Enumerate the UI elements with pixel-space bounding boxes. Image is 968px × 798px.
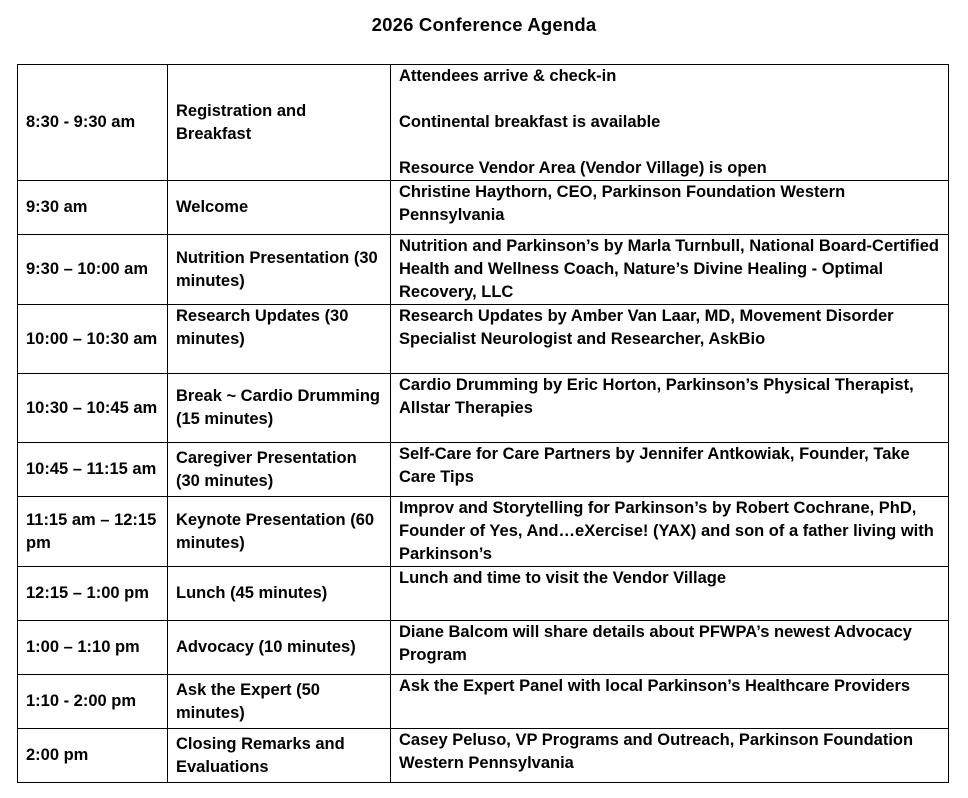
description-cell: Lunch and time to visit the Vendor Village — [391, 567, 949, 621]
agenda-row — [18, 497, 949, 567]
time-cell: 2:00 pm — [18, 729, 168, 783]
session-cell: Welcome — [168, 181, 391, 235]
description-cell: Ask the Expert Panel with local Parkinson’s Healthcare Providers — [391, 675, 949, 729]
agenda-row — [18, 65, 949, 181]
description-line: Attendees arrive & check-in — [399, 67, 617, 85]
agenda-row — [18, 374, 949, 443]
time-cell: 11:15 am – 12:15 pm — [18, 497, 168, 567]
session-cell: Advocacy (10 minutes) — [168, 621, 391, 675]
agenda-row — [18, 443, 949, 497]
time-cell: 1:10 - 2:00 pm — [18, 675, 168, 729]
description-cell: Nutrition and Parkinson’s by Marla Turnbull, National Board-Certified Health and Wellness Coach, Nature’s Divine Healing - Optimal Recovery, LLC — [391, 235, 949, 305]
session-cell: Research Updates (30 minutes) — [168, 305, 391, 374]
agenda-row — [18, 181, 949, 235]
session-cell: Caregiver Presentation (30 minutes) — [168, 443, 391, 497]
session-cell: Nutrition Presentation (30 minutes) — [168, 235, 391, 305]
description-cell: Christine Haythorn, CEO, Parkinson Foundation Western Pennsylvania — [391, 181, 949, 235]
session-cell: Registration and Breakfast — [168, 65, 391, 181]
description-cell: Diane Balcom will share details about PFWPA’s newest Advocacy Program — [391, 621, 949, 675]
session-cell: Closing Remarks and Evaluations — [168, 729, 391, 783]
agenda-row — [18, 567, 949, 621]
session-cell: Ask the Expert (50 minutes) — [168, 675, 391, 729]
description-cell: Self-Care for Care Partners by Jennifer Antkowiak, Founder, Take Care Tips — [391, 443, 949, 497]
description-cell — [391, 65, 949, 181]
agenda-row — [18, 729, 949, 783]
session-cell: Lunch (45 minutes) — [168, 567, 391, 621]
description-cell: Casey Peluso, VP Programs and Outreach, Parkinson Foundation Western Pennsylvania — [391, 729, 949, 783]
agenda-row — [18, 621, 949, 675]
time-cell: 8:30 - 9:30 am — [18, 65, 168, 181]
agenda-row — [18, 305, 949, 374]
time-cell: 1:00 – 1:10 pm — [18, 621, 168, 675]
time-cell: 10:00 – 10:30 am — [18, 305, 168, 374]
description-cell: Improv and Storytelling for Parkinson’s by Robert Cochrane, PhD, Founder of Yes, And…eXercise! (YAX) and son of a father living with Parkinson’s — [391, 497, 949, 567]
description-line: Continental breakfast is available — [399, 113, 661, 131]
description-cell: Research Updates by Amber Van Laar, MD, Movement Disorder Specialist Neurologist and Researcher, AskBio — [391, 305, 949, 374]
time-cell: 10:45 – 11:15 am — [18, 443, 168, 497]
time-cell: 10:30 – 10:45 am — [18, 374, 168, 443]
agenda-row — [18, 675, 949, 729]
time-cell: 9:30 am — [18, 181, 168, 235]
time-cell: 12:15 – 1:00 pm — [18, 567, 168, 621]
description-cell: Cardio Drumming by Eric Horton, Parkinson’s Physical Therapist, Allstar Therapies — [391, 374, 949, 443]
agenda-row — [18, 235, 949, 305]
session-cell: Break ~ Cardio Drumming (15 minutes) — [168, 374, 391, 443]
page-title: 2026 Conference Agenda — [371, 14, 597, 35]
agenda-table — [17, 64, 949, 783]
session-cell: Keynote Presentation (60 minutes) — [168, 497, 391, 567]
time-cell: 9:30 – 10:00 am — [18, 235, 168, 305]
description-line: Resource Vendor Area (Vendor Village) is open — [399, 159, 767, 177]
